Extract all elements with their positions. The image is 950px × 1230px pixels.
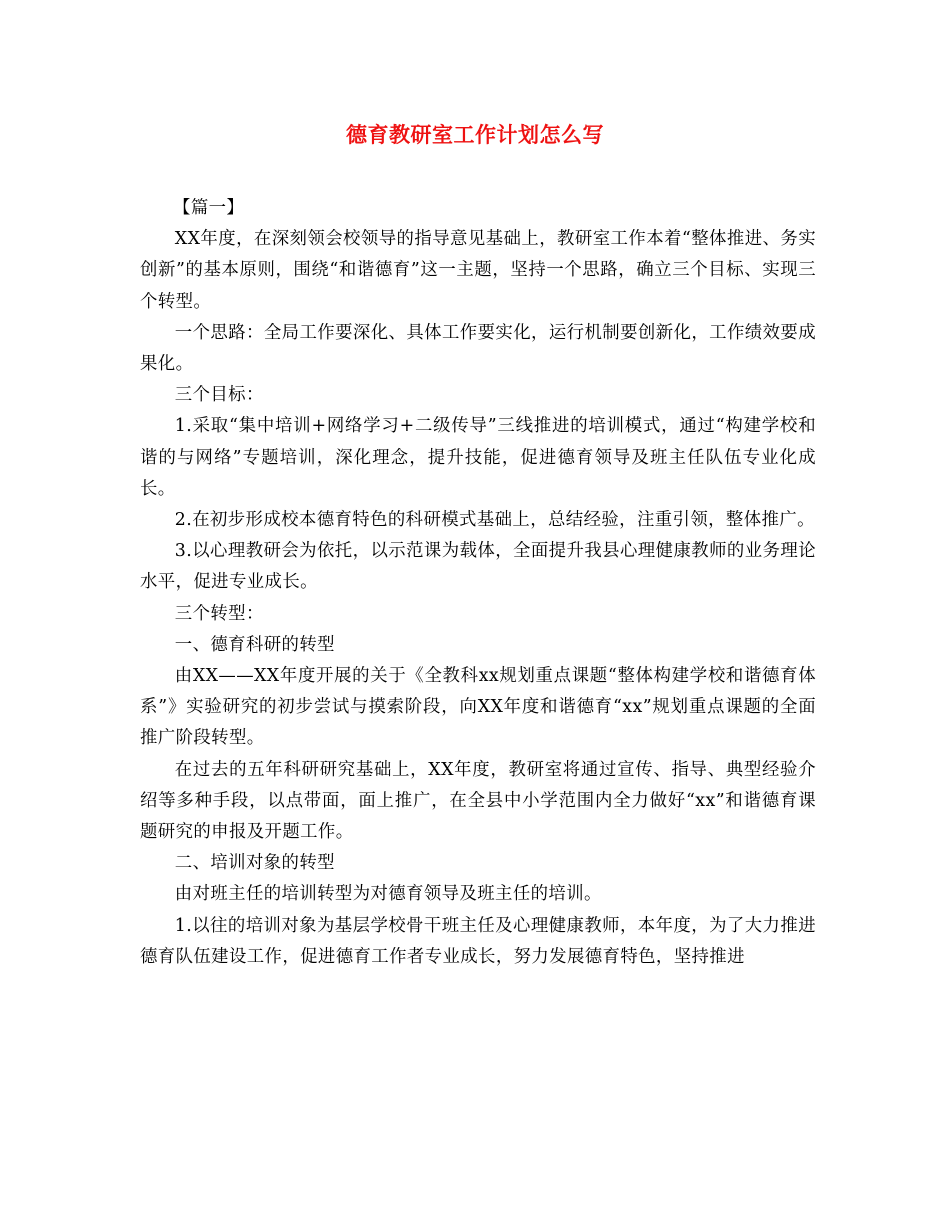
- paragraph: 由对班主任的培训转型为对德育领导及班主任的培训。: [174, 884, 602, 905]
- paragraph: 2.在初步形成校本德育特色的科研模式基础上，总结经验，注重引领，整体推广。: [174, 510, 815, 531]
- document-title: 德育教研室工作计划怎么写: [346, 122, 604, 147]
- section-heading: 【篇一】: [173, 198, 245, 218]
- paragraph: 一、德育科研的转型: [174, 634, 335, 655]
- document-body: [140, 193, 816, 973]
- paragraph: 1.以往的培训对象为基层学校骨干班主任及心理健康教师，本年度，为了大力推进德育队伍建设工作，促进德育工作者专业成长，努力发展德育特色，坚持推进: [140, 915, 816, 967]
- paragraph: 由XX——XX年度开展的关于《全教科xx规划重点课题“整体构建学校和谐德育体系”》实验研究的初步尝试与摸索阶段，向XX年度和谐德育“xx”规划重点课题的全面推广阶段转型。: [140, 666, 816, 749]
- paragraph: 二、培训对象的转型: [174, 853, 335, 874]
- paragraph: 3.以心理教研会为依托，以示范课为载体，全面提升我县心理健康教师的业务理论水平，促进专业成长。: [140, 541, 816, 593]
- paragraph: 一个思路：全局工作要深化、具体工作要实化，运行机制要创新化，工作绩效要成果化。: [140, 322, 816, 375]
- paragraph: XX年度，在深刻领会校领导的指导意见基础上，教研室工作本着“整体推进、务实创新”的基本原则，围绕“和谐德育”这一主题，坚持一个思路，确立三个目标、实现三个转型。: [140, 229, 816, 312]
- paragraph: 在过去的五年科研研究基础上，XX年度，教研室将通过宣传、指导、典型经验介绍等多种手段，以点带面，面上推广，在全县中小学范围内全力做好“xx”和谐德育课题研究的申报及开题工作。: [140, 759, 816, 843]
- paragraph: 1.采取“集中培训+网络学习+二级传导”三线推进的培训模式，通过“构建学校和谐的与网络”专题培训，深化理念，提升技能，促进德育领导及班主任队伍专业化成长。: [140, 416, 816, 499]
- paragraph: 三个转型：: [174, 603, 264, 624]
- paragraph: 三个目标：: [174, 385, 264, 406]
